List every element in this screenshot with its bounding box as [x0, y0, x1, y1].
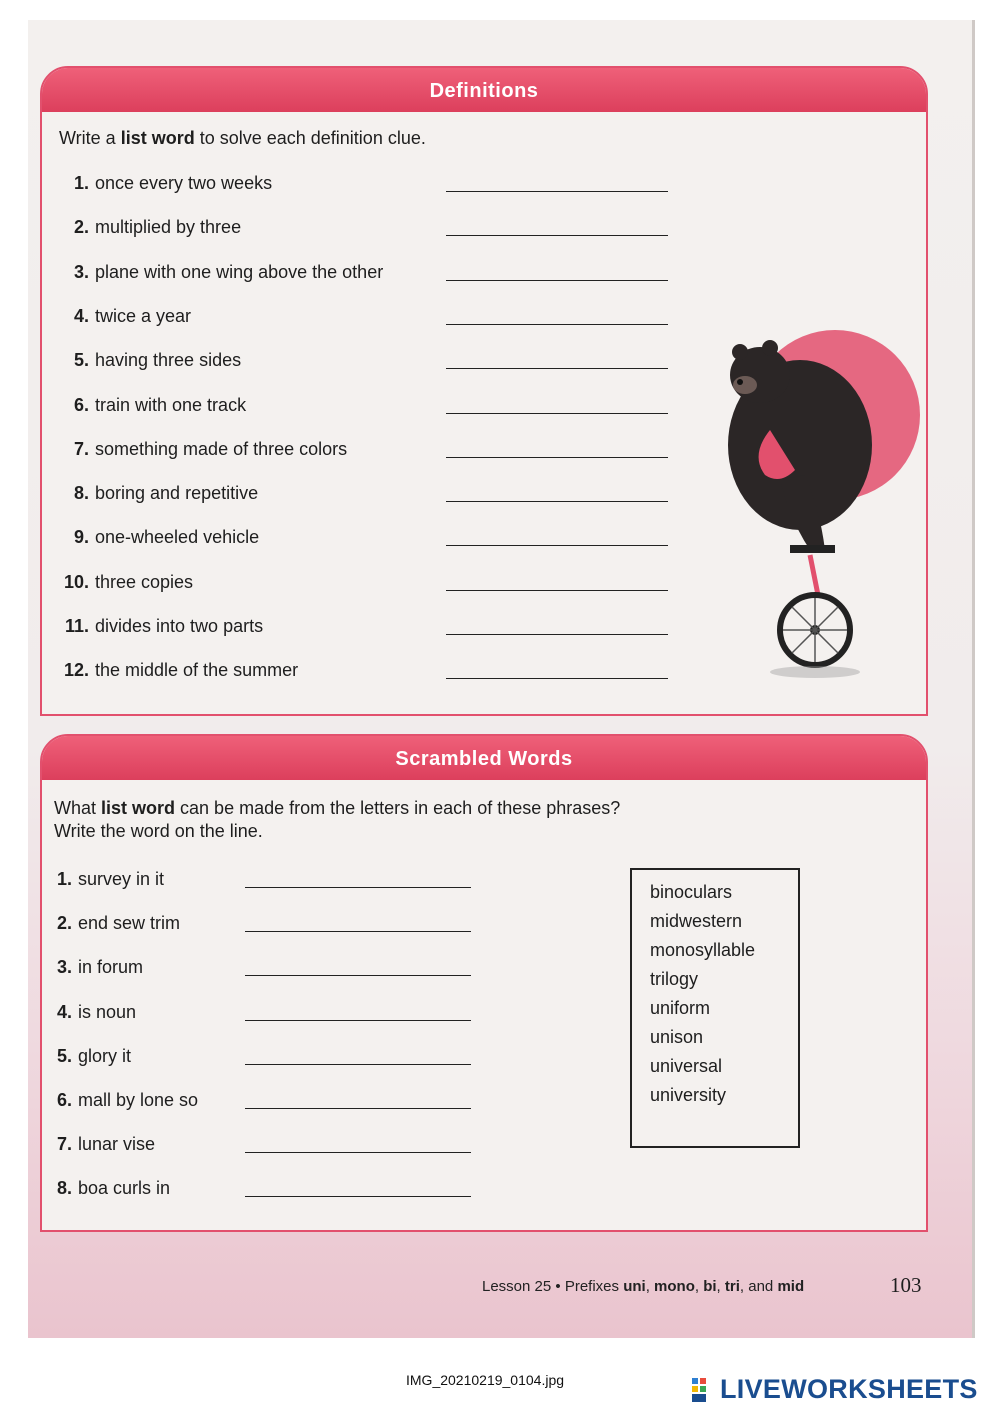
definition-item: [56, 217, 241, 238]
scrambled-instruction: What list word can be made from the letters in each of these phrases? Write the word on the line.: [54, 798, 621, 841]
scrambled-phrase: lunar vise: [78, 1134, 156, 1155]
answer-line[interactable]: [446, 545, 668, 546]
answer-line[interactable]: [446, 634, 668, 635]
word-bank-item: monosyllable: [650, 940, 756, 960]
item-number: 3.: [73, 261, 89, 282]
scrambled-item: [50, 957, 143, 978]
item-number: 9.: [73, 527, 89, 548]
item-number: 6.: [56, 1090, 72, 1110]
item-number: 4.: [73, 305, 89, 326]
item-number: 5.: [56, 1045, 72, 1066]
definition-clue: train with one track: [95, 394, 247, 415]
word-bank-item: trilogy: [650, 969, 699, 989]
scrambled-item: [50, 869, 164, 890]
definition-clue: having three sides: [95, 350, 242, 371]
definition-item: [56, 350, 241, 371]
scrambled-phrase: end sew trim: [78, 913, 181, 934]
word-bank-box: [630, 868, 800, 1148]
answer-line[interactable]: [245, 1196, 471, 1197]
definition-clue: twice a year: [95, 305, 192, 326]
answer-line[interactable]: [446, 457, 668, 458]
item-number: 11.: [64, 616, 89, 636]
answer-line[interactable]: [245, 975, 471, 976]
definition-item: [56, 306, 191, 327]
definition-clue: one-wheeled vehicle: [95, 527, 260, 548]
definition-clue: boring and repetitive: [95, 483, 259, 504]
word-bank-item: university: [650, 1085, 727, 1105]
item-number: 8.: [73, 483, 89, 504]
word-bank-item: universal: [650, 1056, 723, 1076]
definition-item: [56, 173, 272, 194]
answer-line[interactable]: [446, 324, 668, 325]
answer-line[interactable]: [245, 1108, 471, 1109]
answer-line[interactable]: [245, 1020, 471, 1021]
definition-clue: three copies: [95, 571, 194, 592]
answer-line[interactable]: [446, 280, 668, 281]
definition-item: [56, 572, 193, 593]
scrambled-item: [50, 1178, 170, 1199]
scrambled-item: [50, 913, 180, 934]
item-number: 5.: [73, 350, 89, 371]
liveworksheets-logo-icon: [692, 1378, 714, 1404]
image-filename: IMG_20210219_0104.jpg: [406, 1372, 565, 1388]
item-number: 2.: [73, 217, 89, 238]
answer-line[interactable]: [446, 368, 668, 369]
definition-item: [56, 483, 258, 504]
scrambled-phrase: in forum: [78, 957, 144, 978]
definition-clue: multiplied by three: [95, 217, 242, 238]
item-number: 10.: [63, 571, 89, 592]
definition-item: [56, 527, 259, 548]
definition-clue: divides into two parts: [95, 616, 264, 636]
definition-clue: the middle of the summer: [95, 660, 299, 681]
word-bank-item: uniform: [650, 998, 711, 1018]
scrambled-title: Scrambled Words: [42, 736, 926, 780]
definitions-title: Definitions: [42, 68, 926, 112]
bear-unicycle-illustration: [700, 320, 920, 690]
definition-clue: something made of three colors: [95, 438, 348, 459]
scrambled-phrase: survey in it: [78, 869, 165, 889]
definition-item: [56, 660, 298, 681]
item-number: 1.: [56, 869, 72, 889]
scrambled-item: [50, 1002, 136, 1023]
lesson-footer: Lesson 25 • Prefixes uni, mono, bi, tri, and mid: [482, 1278, 805, 1295]
item-number: 4.: [56, 1001, 72, 1022]
answer-line[interactable]: [446, 191, 668, 192]
scrambled-phrase: mall by lone so: [78, 1090, 199, 1110]
item-number: 12.: [63, 660, 89, 681]
scrambled-phrase: is noun: [78, 1001, 137, 1022]
brand-text: LIVEWORKSHEETS: [720, 1374, 978, 1404]
answer-line[interactable]: [446, 590, 668, 591]
scrambled-phrase: boa curls in: [78, 1178, 171, 1199]
scrambled-item: [50, 1090, 198, 1111]
item-number: 3.: [56, 957, 72, 978]
page-number: 103: [890, 1273, 922, 1297]
word-bank-item: binoculars: [650, 882, 733, 902]
scrambled-item: [50, 1134, 155, 1155]
definitions-instruction: Write a list word to solve each definition clue.: [59, 128, 426, 148]
answer-line[interactable]: [446, 413, 668, 414]
scrambled-item: [50, 1046, 131, 1067]
word-bank-item: unison: [650, 1027, 704, 1047]
answer-line[interactable]: [446, 501, 668, 502]
item-number: 8.: [56, 1178, 72, 1199]
answer-line[interactable]: [446, 235, 668, 236]
item-number: 2.: [56, 913, 72, 934]
definition-item: [56, 439, 347, 460]
item-number: 1.: [73, 173, 89, 193]
definition-item: [56, 262, 383, 283]
item-number: 7.: [56, 1134, 72, 1155]
definition-item: [56, 616, 263, 637]
answer-line[interactable]: [446, 678, 668, 679]
answer-line[interactable]: [245, 1152, 471, 1153]
definition-clue: plane with one wing above the other: [95, 261, 384, 282]
liveworksheets-logo: [692, 1374, 992, 1407]
definition-item: [56, 395, 246, 416]
item-number: 6.: [73, 394, 89, 415]
answer-line[interactable]: [245, 931, 471, 932]
answer-line[interactable]: [245, 887, 471, 888]
scrambled-phrase: glory it: [78, 1045, 132, 1066]
answer-line[interactable]: [245, 1064, 471, 1065]
word-bank-item: midwestern: [650, 911, 743, 931]
item-number: 7.: [73, 438, 89, 459]
definition-clue: once every two weeks: [95, 173, 273, 193]
